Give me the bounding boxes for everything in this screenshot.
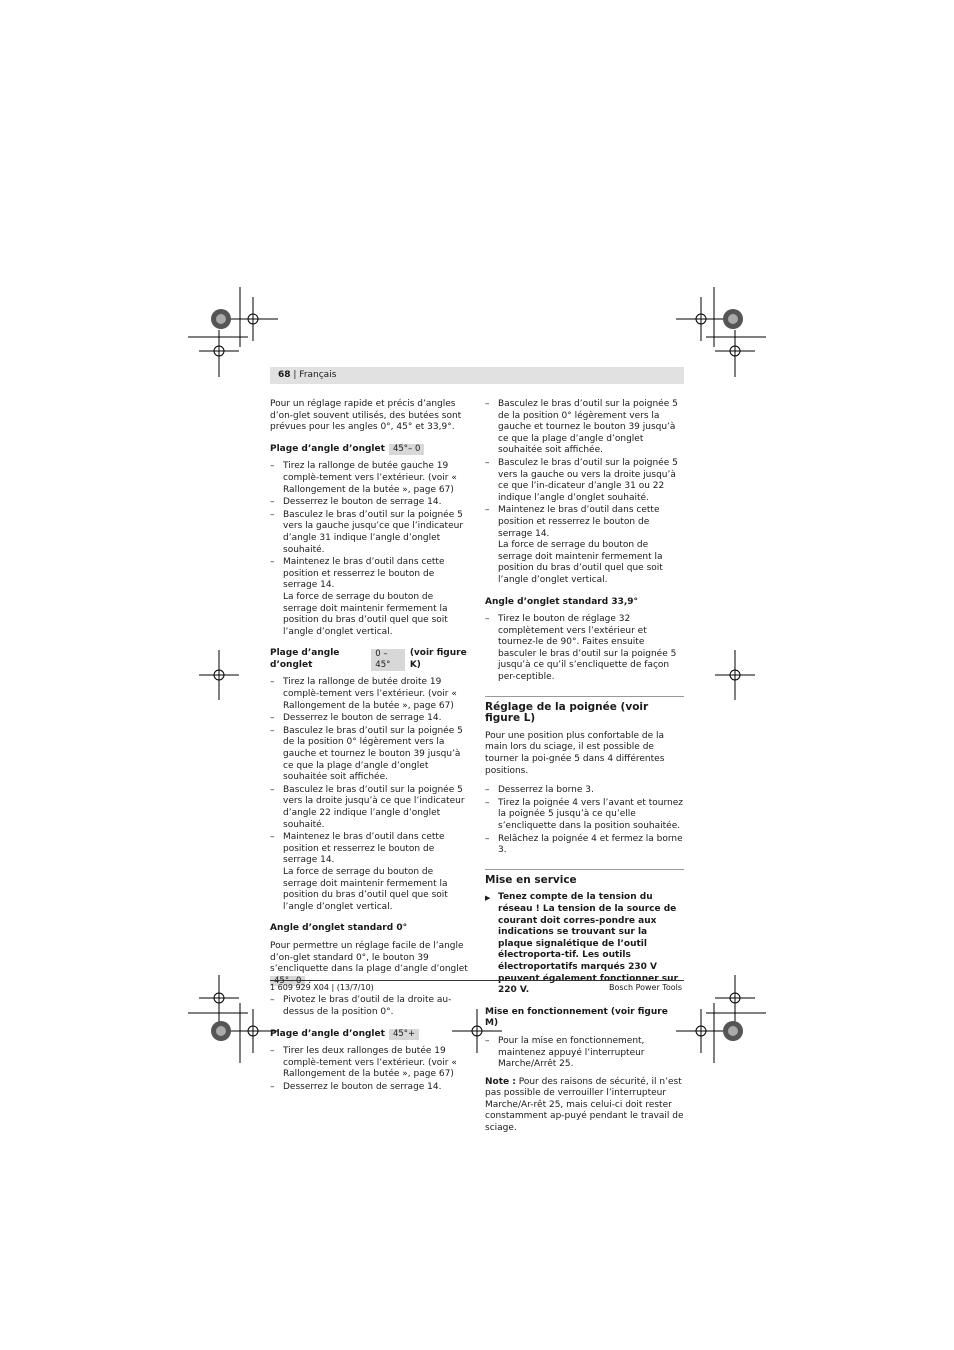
list-item: – Tirez la poignée 4 vers l’avant et tournez la poignée 5 jusqu’à ce qu’elle s’encliquette dans la position souhaitée. bbox=[485, 798, 684, 833]
list-item: – Relâchez la poignée 4 et fermez la borne 3. bbox=[485, 834, 684, 857]
section-title-handle: Réglage de la poignée (voir figure L) bbox=[485, 696, 684, 725]
note-paragraph: Note : Pour des raisons de sécurité, il n’est pas possible de verrouiller l’interrupteur Marche/Ar-rêt 25, mais celui-ci doit rester constamment ap-puyé pendant le travail de sciage. bbox=[485, 1076, 684, 1134]
paragraph: Pour permettre un réglage facile de l’angle d’on-glet standard 0°, le bouton 39 s’encliquette dans la plage d’angle d’onglet 45°– 0 . bbox=[270, 940, 468, 986]
list-item: – Desserrez le bouton de serrage 14. bbox=[270, 1082, 470, 1094]
list-item: – Basculez le bras d’outil sur la poignée 5 vers la gauche jusqu’ce que l’indicateur d’angle 31 indique l’angle d’onglet souhaité. bbox=[270, 510, 470, 556]
list-item: – Maintenez le bras d’outil dans cette position et resserrez le bouton de serrage 14. La force de serrage du bouton de serrage doit maintenir fermement la position du bras d’outil quel que soit l’angle d’onglet vertical. bbox=[270, 557, 470, 638]
subheading-standard-33-9: Angle d’onglet standard 33,9° bbox=[485, 596, 639, 607]
angle-range-box: 0 – 45° bbox=[371, 649, 405, 671]
list-item: – Tirez la rallonge de butée gauche 19 complè-tement vers l’extérieur. (voir « Rallongement de la butée », page 67) bbox=[270, 461, 470, 496]
angle-range-box: 45°– 0 bbox=[389, 444, 424, 455]
subheading-45-0: Plage d’angle d’onglet 45°– 0 bbox=[270, 444, 470, 456]
list-item: – Tirez le bouton de réglage 32 complètement vers l’extérieur et tournez-le de 90°. Faites ensuite basculer le bras d’outil sur la poignée 5 jusqu’à ce qu’il s’encliquette de façon per-ceptible. bbox=[485, 614, 684, 684]
note-label: Note : bbox=[485, 1076, 516, 1087]
list-item: – Maintenez le bras d’outil dans cette position et resserrez le bouton de serrage 14. La force de serrage du bouton de serrage doit maintenir fermement la position du bras d’outil quel que soit l’angle d’onglet vertical. bbox=[485, 505, 684, 586]
page-number: 68 bbox=[278, 370, 291, 380]
list-item: – Basculez le bras d’outil sur la poignée 5 de la position 0° légèrement vers la gauche et tournez le bouton 39 jusqu’à ce que la plage d’angle d’onglet souhaitée soit affichée. bbox=[270, 726, 470, 784]
page-header bbox=[270, 367, 684, 384]
list-item: – Basculez le bras d’outil sur la poignée 5 vers la droite jusqu’à ce que l’indicateur d’angle 22 indique l’angle d’onglet souhaité. bbox=[270, 785, 470, 831]
list-item: – Desserrez le bouton de serrage 14. bbox=[270, 713, 470, 725]
list-item: – Pivotez le bras d’outil de la droite au-dessus de la position 0°. bbox=[270, 995, 470, 1018]
page-header-text: 68 | Français bbox=[278, 370, 337, 380]
footer-brand: Bosch Power Tools bbox=[609, 983, 682, 992]
note-text: La force de serrage du bouton de serrage doit maintenir fermement la position du bras d’outil quel que soit l’angle d’onglet vertical. bbox=[498, 540, 663, 585]
note-text: La force de serrage du bouton de serrage doit maintenir fermement la position du bras d’outil quel que soit l’angle d’onglet vertical. bbox=[283, 866, 448, 912]
left-column bbox=[270, 399, 470, 1099]
subheading-0-45: Plage d’angle d’onglet 0 – 45° (voir figure K) bbox=[270, 648, 470, 671]
list-item: – Desserrez la borne 3. bbox=[485, 785, 684, 797]
steps-list bbox=[485, 399, 684, 587]
list-item: – Tirer les deux rallonges de butée 19 complè-tement vers l’extérieur. (voir « Rallongement de la butée », page 67) bbox=[270, 1046, 470, 1081]
page-footer bbox=[270, 980, 684, 992]
subheading-switch-on: Mise en fonctionnement (voir figure M) bbox=[485, 1006, 668, 1029]
subheading-standard-0: Angle d’onglet standard 0° bbox=[270, 923, 408, 934]
list-item: – Maintenez le bras d’outil dans cette position et resserrez le bouton de serrage 14. La force de serrage du bouton de serrage doit maintenir fermement la position du bras d’outil quel que soit l’angle d’onglet vertical. bbox=[270, 832, 470, 913]
intro-paragraph: Pour un réglage rapide et précis d’angles d’on-glet souvent utilisés, des butées sont prévues pour les angles 0°, 45° et 33,9°. bbox=[270, 399, 462, 433]
angle-range-box: 45°+ bbox=[389, 1029, 419, 1040]
section-title-startup: Mise en service bbox=[485, 869, 684, 887]
page-language: Français bbox=[299, 370, 337, 380]
steps-list bbox=[270, 677, 470, 913]
steps-list bbox=[270, 461, 470, 638]
figure-ref: (voir figure K) bbox=[409, 648, 467, 670]
subheading-45-plus: Plage d’angle d’onglet 45°+ bbox=[270, 1029, 470, 1041]
list-item: – Tirez la rallonge de butée droite 19 complè-tement vers l’extérieur. (voir « Rallongement de la butée », page 67) bbox=[270, 677, 470, 712]
list-item: – Basculez le bras d’outil sur la poignée 5 de la position 0° légèrement vers la gauche et tournez le bouton 39 jusqu’à ce que la plage d’angle d’onglet souhaitée soit affichée. bbox=[485, 399, 684, 457]
note-text: La force de serrage du bouton de serrage doit maintenir fermement la position du bras d’outil quel que soit l’angle d’onglet vertical. bbox=[283, 591, 448, 637]
list-item: – Pour la mise en fonctionnement, maintenez appuyé l’interrupteur Marche/Arrêt 25. bbox=[485, 1036, 684, 1071]
footer-doc-id: 1 609 929 X04 | (13/7/10) bbox=[270, 983, 374, 992]
angle-range-box: 45°– 0 bbox=[270, 976, 305, 986]
right-column bbox=[485, 399, 684, 1143]
steps-list bbox=[485, 1036, 684, 1071]
steps-list bbox=[270, 995, 470, 1018]
steps-list bbox=[270, 1046, 470, 1093]
list-item: – Desserrez le bouton de serrage 14. bbox=[270, 497, 470, 509]
warning-item: ▶ Tenez compte de la tension du réseau ! La tension de la source de courant doit corres-pondre aux indications se trouvant sur la plaque signalétique de l’outil électroporta-tif. Les outils électroportatifs marqués 230 V peuvent également fonctionner sur 220 V. bbox=[485, 892, 684, 996]
paragraph: Pour une position plus confortable de la main lors du sciage, il est possible de tourner la poi-gnée 5 dans 4 différentes positions. bbox=[485, 730, 665, 776]
steps-list bbox=[485, 614, 684, 684]
steps-list bbox=[485, 785, 684, 857]
list-item: – Basculez le bras d’outil sur la poignée 5 vers la gauche ou vers la droite jusqu’à ce que l’in-dicateur d’angle 31 ou 22 indique l’angle d’onglet souhaité. bbox=[485, 458, 684, 504]
